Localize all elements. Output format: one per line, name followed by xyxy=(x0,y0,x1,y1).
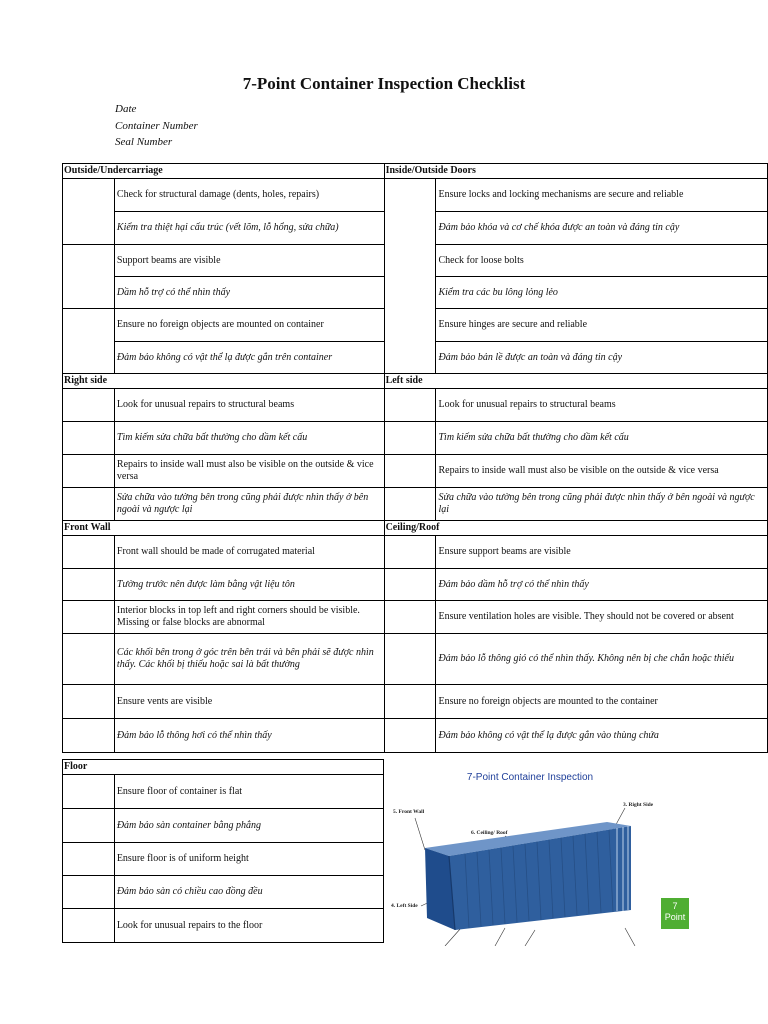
container-number-label: Container Number xyxy=(115,119,198,132)
section-header-row xyxy=(63,374,768,389)
checkbox-cell[interactable] xyxy=(384,569,436,601)
page-title: 7-Point Container Inspection Checklist xyxy=(242,74,526,93)
meta-block xyxy=(115,101,198,151)
item-en: Repairs to inside wall must also be visible on the outside & vice versa xyxy=(436,455,768,488)
table-row xyxy=(63,455,768,488)
floor-table xyxy=(62,759,384,943)
table-row xyxy=(63,909,384,943)
table-row xyxy=(63,843,384,876)
checkbox-cell[interactable] xyxy=(384,389,436,422)
checkbox-cell[interactable] xyxy=(63,876,115,909)
item-vi: Đảm bảo lỗ thông gió có thể nhìn thấy. Không nên bị che chắn hoặc thiếu xyxy=(436,634,768,685)
item-vi: Kiểm tra thiệt hại cấu trúc (vết lõm, lỗ hổng, sửa chữa) xyxy=(114,212,384,245)
item-en: Ensure floor of container is flat xyxy=(114,775,383,809)
section-title-ceiling-roof: Ceiling/Roof xyxy=(384,521,767,536)
item-vi: Tường trước nên được làm bằng vật liệu tôn xyxy=(114,569,384,601)
item-vi: Đảm bảo dầm hỗ trợ có thể nhìn thấy xyxy=(436,569,768,601)
checkbox-cell[interactable] xyxy=(63,309,115,374)
checkbox-cell[interactable] xyxy=(63,634,115,685)
badge-number: 7 xyxy=(672,901,678,911)
label-front-wall: 5. Front Wall xyxy=(393,809,425,815)
label-left-side: 4. Left Side xyxy=(391,903,418,909)
item-vi: Sửa chữa vào tường bên trong cũng phải được nhìn thấy ở bên ngoài và ngược lại xyxy=(436,488,768,521)
item-vi: Tìm kiếm sửa chữa bất thường cho dầm kết cấu xyxy=(114,422,384,455)
checkbox-cell[interactable] xyxy=(63,809,115,843)
table-row xyxy=(63,569,768,601)
container-inspection-figure xyxy=(385,760,768,946)
checkbox-cell[interactable] xyxy=(384,719,436,753)
label-ceiling-roof: 6. Ceiling/ Roof xyxy=(471,830,508,836)
item-vi: Đảm bảo không có vật thể lạ được gắn vào thùng chứa xyxy=(436,719,768,753)
section-title-left-side: Left side xyxy=(384,374,767,389)
section-title-front-wall: Front Wall xyxy=(63,521,385,536)
item-en: Ensure locks and locking mechanisms are secure and reliable xyxy=(436,179,768,212)
checkbox-cell[interactable] xyxy=(63,775,115,809)
checkbox-cell[interactable] xyxy=(384,685,436,719)
checkbox-cell[interactable] xyxy=(63,455,115,488)
item-en: Interior blocks in top left and right corners should be visible. Missing or false blocks are abnormal xyxy=(114,601,384,634)
date-label: Date xyxy=(115,103,137,115)
seal-number-label: Seal Number xyxy=(115,136,173,148)
figure-title: 7-Point Container Inspection xyxy=(466,772,594,783)
checkbox-cell[interactable] xyxy=(63,536,115,569)
checkbox-cell[interactable] xyxy=(63,488,115,521)
item-en: Ensure hinges are secure and reliable xyxy=(436,309,768,342)
item-en: Ensure ventilation holes are visible. They should not be covered or absent xyxy=(436,601,768,634)
section-header-row xyxy=(63,760,384,775)
checkbox-cell[interactable] xyxy=(63,422,115,455)
table-row xyxy=(63,685,768,719)
section-title-right-side: Right side xyxy=(63,374,385,389)
item-en: Check for structural damage (dents, holes, repairs) xyxy=(114,179,384,212)
item-vi: Dầm hỗ trợ có thể nhìn thấy xyxy=(114,277,384,309)
checkbox-cell[interactable] xyxy=(384,488,436,521)
item-en: Ensure support beams are visible xyxy=(436,536,768,569)
table-row xyxy=(63,775,384,809)
table-row xyxy=(63,179,768,212)
table-row xyxy=(63,634,768,685)
item-en: Support beams are visible xyxy=(114,245,384,277)
checkbox-cell[interactable] xyxy=(384,536,436,569)
section-header-row xyxy=(63,164,768,179)
item-en: Check for loose bolts xyxy=(436,245,768,277)
checkbox-cell[interactable] xyxy=(63,179,115,245)
checkbox-cell[interactable] xyxy=(63,719,115,753)
item-vi: Đảm bảo không có vật thể lạ được gắn trên container xyxy=(114,342,384,374)
section-title-inside-outside-doors: Inside/Outside Doors xyxy=(384,164,767,179)
checkbox-cell[interactable] xyxy=(384,179,436,374)
table-row xyxy=(63,601,768,634)
section-title-floor: Floor xyxy=(63,760,384,775)
item-vi: Đảm bảo lỗ thông hơi có thể nhìn thấy xyxy=(114,719,384,753)
checkbox-cell[interactable] xyxy=(384,601,436,634)
table-row xyxy=(63,389,768,422)
item-en: Ensure no foreign objects are mounted on container xyxy=(114,309,384,342)
checkbox-cell[interactable] xyxy=(384,634,436,685)
item-vi: Sửa chữa vào tường bên trong cũng phải được nhìn thấy ở bên ngoài và ngược lại xyxy=(114,488,384,521)
table-row xyxy=(63,536,768,569)
item-vi: Đảm bảo sàn có chiều cao đồng đều xyxy=(114,876,383,909)
item-vi: Tìm kiếm sửa chữa bất thường cho dầm kết cấu xyxy=(436,422,768,455)
item-vi: Các khối bên trong ở góc trên bên trái và bên phải sẽ được nhìn thấy. Các khối bị thiếu hoặc sai là bất thường xyxy=(114,634,384,685)
container-illustration xyxy=(385,760,768,946)
checkbox-cell[interactable] xyxy=(63,389,115,422)
table-row xyxy=(63,488,768,521)
item-en: Ensure no foreign objects are mounted to the container xyxy=(436,685,768,719)
item-en: Ensure floor is of uniform height xyxy=(114,843,383,876)
table-row xyxy=(63,719,768,753)
checklist-table xyxy=(62,163,768,753)
checkbox-cell[interactable] xyxy=(63,843,115,876)
checkbox-cell[interactable] xyxy=(384,422,436,455)
item-en: Repairs to inside wall must also be visible on the outside & vice versa xyxy=(114,455,384,488)
label-right-side: 3. Right Side xyxy=(623,802,654,808)
section-header-row xyxy=(63,521,768,536)
item-vi: Đảm bảo sàn container bằng phẳng xyxy=(114,809,383,843)
checkbox-cell[interactable] xyxy=(63,601,115,634)
item-en: Look for unusual repairs to the floor xyxy=(114,909,383,943)
seven-point-badge xyxy=(661,898,689,929)
checkbox-cell[interactable] xyxy=(63,909,115,943)
checkbox-cell[interactable] xyxy=(63,685,115,719)
item-en: Ensure vents are visible xyxy=(114,685,384,719)
table-row xyxy=(63,422,768,455)
checkbox-cell[interactable] xyxy=(63,569,115,601)
table-row xyxy=(63,809,384,843)
item-vi: Đảm bảo khóa và cơ chế khóa được an toàn và đáng tin cậy xyxy=(436,212,768,245)
badge-text: Point xyxy=(664,912,686,922)
item-en: Front wall should be made of corrugated material xyxy=(114,536,384,569)
item-en: Look for unusual repairs to structural beams xyxy=(114,389,384,422)
item-vi: Đảm bảo bản lề được an toàn và đáng tin cậy xyxy=(436,342,768,374)
item-en: Look for unusual repairs to structural beams xyxy=(436,389,768,422)
checkbox-cell[interactable] xyxy=(384,455,436,488)
checkbox-cell[interactable] xyxy=(63,245,115,309)
item-vi: Kiểm tra các bu lông lỏng lẻo xyxy=(436,277,768,309)
section-title-outside-undercarriage: Outside/Undercarriage xyxy=(63,164,385,179)
table-row xyxy=(63,876,384,909)
